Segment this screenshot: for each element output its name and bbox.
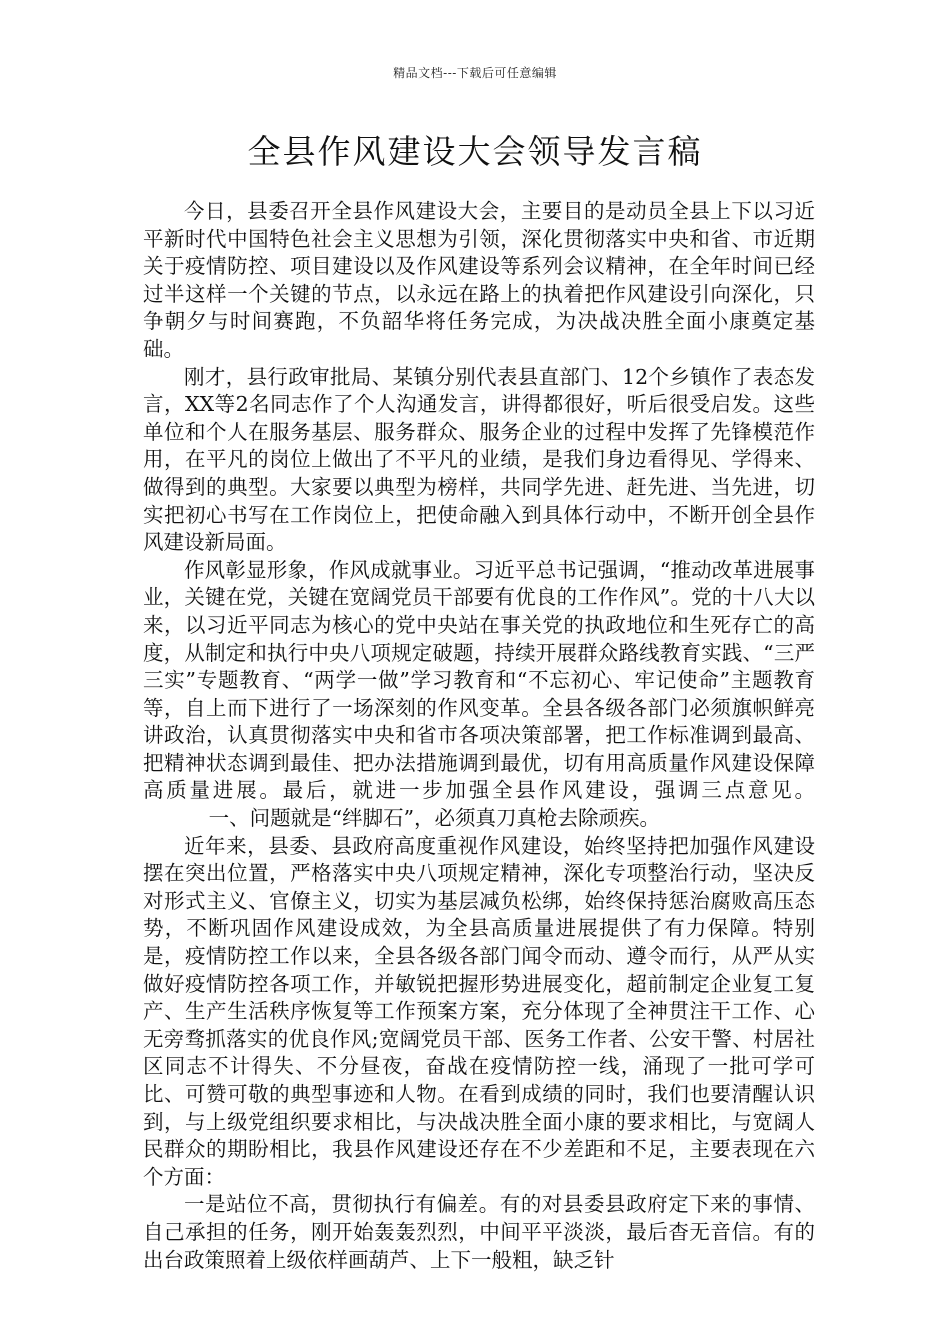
body-paragraph: 近年来，县委、县政府高度重视作风建设，始终坚持把加强作风建设摆在突出位置，严格落实中央八项规定精神，深化专项整治行动，坚决反对形式主义、官僚主义，切实为基层减负松绑，始终保持惩治腐败高压态势，不断巩固作风建设成效，为全县高质量进展提供了有力保障。特别是，疫情防控工作以来，全县各级各部门闻令而动、遵令而行，从严从实做好疫情防控各项工作，并敏锐把握形势进展变化，超前制定企业复工复产、生产生活秩序恢复等工作预案方案，充分体现了全神贯注干工作、心无旁骛抓落实的优良作风;宽阔党员干部、医务工作者、公安干警、村居社区同志不计得失、不分昼夜，奋战在疫情防控一线，涌现了一批可学可比、可赞可敬的典型事迹和人物。在看到成绩的同时，我们也要清醒认识到，与上级党组织要求相比，与决战决胜全面小康的要求相比，与宽阔人民群众的期盼相比，我县作风建设还存在不少差距和不足，主要表现在六个方面： bbox=[143, 833, 815, 1189]
header-note: 精品文档---下载后可任意编辑 bbox=[393, 66, 557, 80]
document-body bbox=[143, 198, 815, 1274]
body-paragraph: 今日，县委召开全县作风建设大会，主要目的是动员全县上下以习近平新时代中国特色社会主义思想为引领，深化贯彻落实中央和省、市近期关于疫情防控、项目建设以及作风建设等系列会议精神，在全年时间已经过半这样一个关键的节点，以永远在路上的执着把作风建设引向深化，只争朝夕与时间赛跑，不负韶华将任务完成，为决战决胜全面小康奠定基础。 bbox=[143, 199, 815, 361]
body-paragraph: 一是站位不高，贯彻执行有偏差。有的对县委县政府定下来的事情、自己承担的任务，刚开始轰轰烈烈，中间平平淡淡，最后杳无音信。有的出台政策照着上级依样画葫芦、上下一般粗，缺乏针 bbox=[143, 1192, 815, 1272]
body-paragraph: 刚才，县行政审批局、某镇分别代表县直部门、12个乡镇作了表态发言，XX等2名同志作了个人沟通发言，讲得都很好，听后很受启发。这些单位和个人在服务基层、服务群众、服务企业的过程中发挥了先锋模范作用，在平凡的岗位上做出了不平凡的业绩，是我们身边看得见、学得来、做得到的典型。大家要以典型为榜样，共同学先进、赶先进、当先进，切实把初心书写在工作岗位上，把使命融入到具体行动中，不断开创全县作风建设新局面。 bbox=[143, 364, 815, 555]
body-paragraph bbox=[143, 557, 815, 833]
section-heading: 一、问题就是“绊脚石”，必须真刀真枪去除顽疾。 bbox=[208, 806, 661, 831]
body-paragraph-text: 作风彰显形象，作风成就事业。习近平总书记强调，“推动改革进展事业，关键在党，关键在宽阔党员干部要有优良的工作作风”。党的十八大以来，以习近平同志为核心的党中央站在事关党的执政地位和生死存亡的高度，从制定和执行中央八项规定破题，持续开展群众路线教育实践、“三严三实”专题教育、“两学一做”学习教育和“不忘初心、牢记使命”主题教育等，自上而下进行了一场深刻的作风变革。全县各级各部门必须旗帜鲜亮讲政治，认真贯彻落实中央和省市各项决策部署，把工作标准调到最高、把精神状态调到最佳、把办法措施调到最优，切有用高质量作风建设保障高质量进展。最后，就进一步加强全县作风建设，强调三点意见。 bbox=[143, 557, 815, 803]
document-title: 全县作风建设大会领导发言稿 bbox=[247, 132, 703, 171]
